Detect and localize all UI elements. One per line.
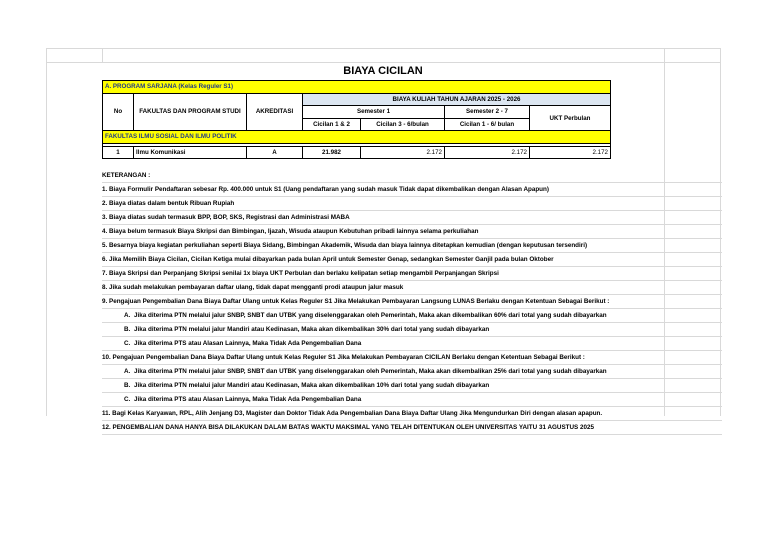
row-cicilan-1-6: 2.172 — [445, 146, 530, 159]
table-row — [103, 146, 611, 159]
note-text: 10. Pengajuan Pengembalian Dana Biaya Daftar Ulang untuk Kelas Reguler S1 Jika Melakukan Pembayaran CICILAN Berlaku dengan Ketentuan Sebagai Berikut : — [102, 354, 585, 361]
gridline — [46, 48, 47, 416]
header-row-1 — [103, 93, 611, 106]
header-tahun-ajaran: BIAYA KULIAH TAHUN AJARAN 2025 - 2026 — [303, 93, 611, 106]
row-cicilan-3-6: 2.172 — [361, 146, 445, 159]
keterangan-section — [102, 169, 722, 435]
header-cicilan-3-6: Cicilan 3 - 6/bulan — [361, 118, 445, 131]
header-ukt: UKT Perbulan — [530, 106, 611, 131]
note-text: Jika diterima PTS atau Alasan Lainnya, Maka Tidak Ada Pengembalian Dana — [134, 396, 362, 403]
note-text: 9. Pengajuan Pengembalian Dana Biaya Daftar Ulang untuk Kelas Reguler S1 Jika Melakukan Pembayaran Langsung LUNAS Berlaku dengan Ketentuan Sebagai Berikut : — [102, 298, 610, 305]
note-text: 11. Bagi Kelas Karyawan, RPL, Alih Jenjang D3, Magister dan Doktor Tidak Ada Pengembalian Dana Biaya Daftar Ulang Jika Mengundurkan Diri dengan alasan apapun. — [102, 410, 603, 417]
list-item — [102, 267, 722, 281]
list-item — [102, 323, 722, 337]
list-item — [102, 393, 722, 407]
list-item — [102, 351, 722, 365]
list-item — [102, 281, 722, 295]
note-marker: B. — [124, 326, 131, 333]
header-fakultas: FAKULTAS DAN PROGRAM STUDI — [134, 93, 247, 131]
keterangan-title: KETERANGAN : — [102, 169, 722, 183]
list-item — [102, 309, 722, 323]
header-semester-2-7: Semester 2 - 7 — [445, 106, 530, 119]
note-text: Jika diterima PTN melalui jalur SNBP, SNBT dan UTBK yang diselenggarakan oleh Pemerintah, Maka akan dikembalikan 25% dari total yang sudah dibayarkan — [134, 368, 607, 375]
list-item — [102, 197, 722, 211]
list-item — [102, 421, 722, 435]
note-text: Jika diterima PTN melalui jalur Mandiri atau Kedinasan, Maka akan dikembalikan 10% dari total yang sudah dibayarkan — [134, 382, 490, 389]
note-text: Jika diterima PTN melalui jalur SNBP, SNBT dan UTBK yang diselenggarakan oleh Pemerintah, Maka akan dikembalikan 60% dari total yang sudah dibayarkan — [134, 312, 607, 319]
notes-list — [102, 183, 722, 435]
row-no: 1 — [103, 146, 134, 159]
header-no: No — [103, 93, 134, 131]
list-item — [102, 337, 722, 351]
row-cicilan-1-2: 21.982 — [303, 146, 361, 159]
faculty-heading: FAKULTAS ILMU SOSIAL DAN ILMU POLITIK — [103, 131, 611, 144]
note-marker: A. — [124, 368, 131, 375]
note-text: 5. Besarnya biaya kegiatan perkuliahan seperti Biaya Sidang, Bimbingan Akademik, Wisuda dan biaya lainnya ditetapkan kemudian (dengan keputusan tersendiri) — [102, 242, 588, 249]
note-text: 12. PENGEMBALIAN DANA HANYA BISA DILAKUKAN DALAM BATAS WAKTU MAKSIMAL YANG TELAH DITENTUKAN OLEH UNIVERSITAS YAITU 31 AGUSTUS 2025 — [102, 424, 595, 431]
note-text: 7. Biaya Skripsi dan Perpanjang Skripsi senilai 1x biaya UKT Perbulan dan berlaku kelipatan setiap mengambil Perpanjangan Skripsi — [102, 270, 499, 277]
gridline — [102, 48, 103, 62]
list-item — [102, 225, 722, 239]
note-marker: C. — [124, 396, 131, 403]
program-heading: A. PROGRAM SARJANA (Kelas Reguler S1) — [103, 81, 611, 94]
program-row — [103, 81, 611, 94]
header-akreditasi: AKREDITASI — [247, 93, 303, 131]
list-item — [102, 295, 722, 309]
list-item — [102, 183, 722, 197]
gridline — [46, 48, 720, 49]
note-text: 4. Biaya belum termasuk Biaya Skripsi dan Bimbingan, Ijazah, Wisuda ataupun Kebutuhan pribadi lainnya selama perkuliahan — [102, 228, 479, 235]
row-ukt: 2.172 — [530, 146, 611, 159]
page-title: BIAYA CICILAN — [343, 65, 423, 77]
note-text: 6. Jika Memilih Biaya Cicilan, Cicilan Ketiga mulai dibayarkan pada bulan April untuk Semester Genap, sedangkan Semester Ganjil pada bulan Oktober — [102, 256, 554, 263]
header-cicilan-1-6: Cicilan 1 - 6/ bulan — [445, 118, 530, 131]
row-akreditasi: A — [247, 146, 303, 159]
note-marker: A. — [124, 312, 131, 319]
note-marker: B. — [124, 382, 131, 389]
list-item — [102, 407, 722, 421]
list-item — [102, 239, 722, 253]
list-item — [102, 379, 722, 393]
row-prodi: Ilmu Komunikasi — [134, 146, 247, 159]
note-text: 8. Jika sudah melakukan pembayaran daftar ulang, tidak dapat mengganti prodi ataupun jalur masuk — [102, 284, 404, 291]
list-item — [102, 211, 722, 225]
note-text: 2. Biaya diatas dalam bentuk Ribuan Rupiah — [102, 200, 235, 207]
note-text: 1. Biaya Formulir Pendaftaran sebesar Rp. 400.000 untuk S1 (Uang pendaftaran yang sudah masuk Tidak dapat dikembalikan dengan Alasan Apapun) — [102, 186, 549, 193]
list-item — [102, 365, 722, 379]
fee-table — [102, 80, 611, 159]
note-text: Jika diterima PTN melalui jalur Mandiri atau Kedinasan, Maka akan dikembalikan 30% dari total yang sudah dibayarkan — [134, 326, 490, 333]
gridline — [46, 62, 720, 63]
list-item — [102, 253, 722, 267]
note-text: Jika diterima PTS atau Alasan Lainnya, Maka Tidak Ada Pengembalian Dana — [134, 340, 362, 347]
faculty-row — [103, 131, 611, 144]
header-cicilan-1-2: Cicilan 1 & 2 — [303, 118, 361, 131]
note-text: 3. Biaya diatas sudah termasuk BPP, BOP, SKS, Registrasi dan Administrasi MABA — [102, 214, 350, 221]
note-marker: C. — [124, 340, 131, 347]
header-semester-1: Semester 1 — [303, 106, 445, 119]
